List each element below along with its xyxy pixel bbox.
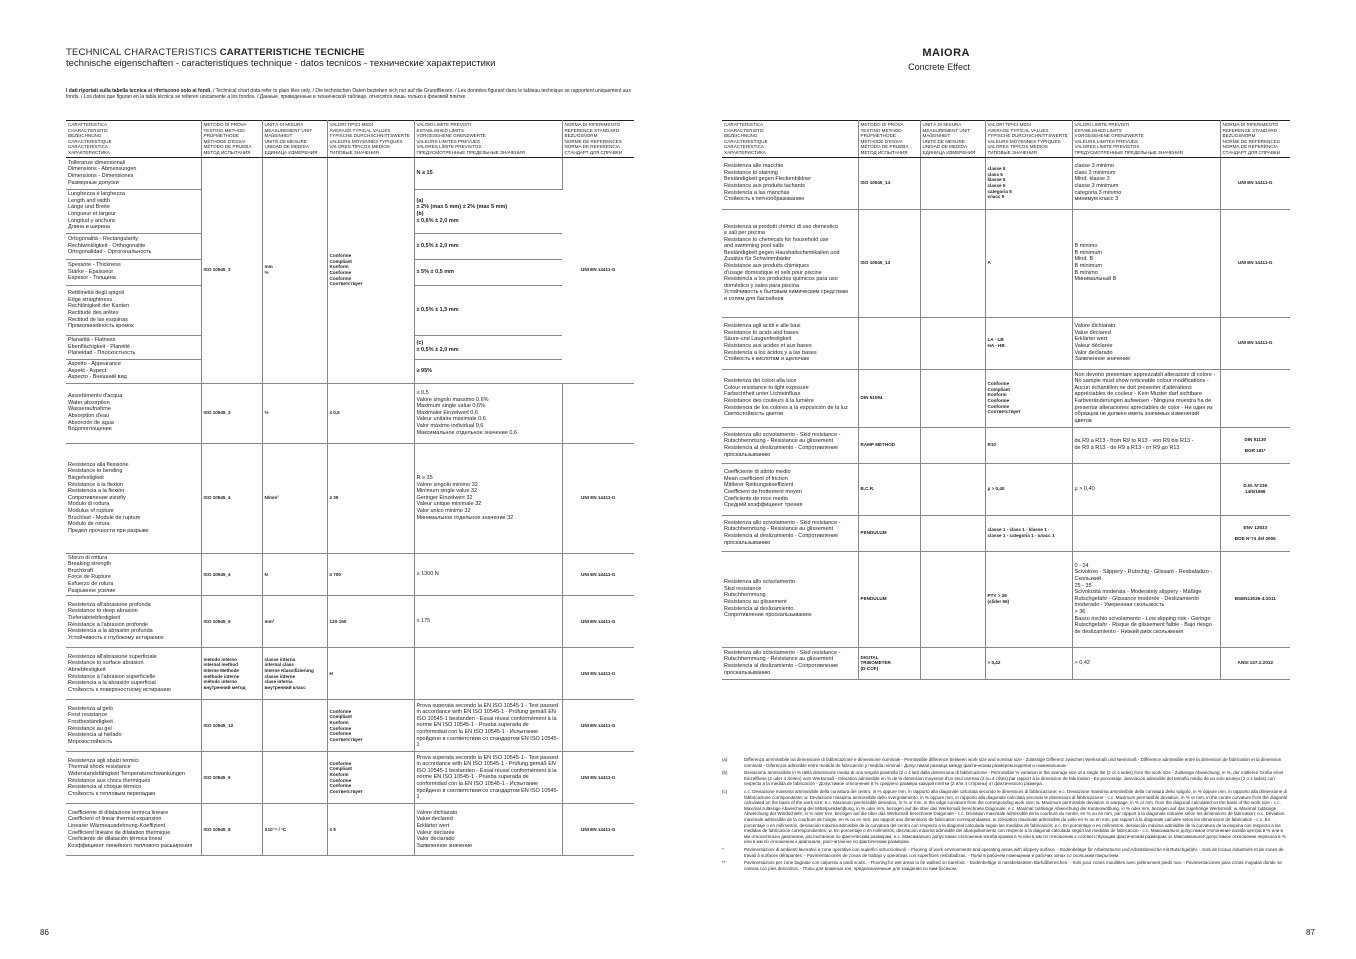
column-header: VALORI LIMITE PREVISTI ESTABLISHED LIMITS VORGESEHENE GRENZWERTE VALEURS LIMITES PREVUES VALORES LÍMITE PREVISTOS ПРЕДУСМОТРЕННЫЕ ПРЕДЕЛЬНЫЕ ЗНАЧЕНИЯ bbox=[1072, 121, 1220, 158]
table-row bbox=[722, 369, 1290, 427]
limit-cell: Non devono presentare apprezzabili alterazioni di colore - No sample must show noticeable colour modifications - Aucun échantillon ne doit présenter d'altérations appréciables de couleur - Kein Muster darf sichtbare Farbveränderungen aufweisen - Ninguna muestra ha de presentar alteraciones apreciables de color - Ни один из образцов не должен иметь значимых изменений цветов bbox=[1072, 369, 1220, 427]
unit-cell: mm % bbox=[262, 157, 327, 383]
standard-cell: BSEN13036-4:2011 bbox=[1220, 551, 1290, 647]
typical-cell: ≥ 700 bbox=[327, 553, 414, 596]
footnote-key: ** bbox=[722, 860, 726, 866]
column-header: VALORI TIPICI MEDI AVERAGE TYPICAL VALUES TYPISCHE DURCHSCHNITTSWERTE VALEURS MOYENNES TYPIQUES VALORES TÍPICOS MEDIOS ТИПОВЫЕ ЗНАЧЕНИЯ bbox=[327, 121, 414, 158]
standard-cell: UNI EN 14411-G bbox=[562, 752, 634, 804]
column-header: VALORI TIPICI MEDI AVERAGE TYPICAL VALUES TYPISCHE DURCHSCHNITTSWERTE VALEURS MOYENNES TYPIQUES VALORES TÍPICOS MEDIOS ТИПОВЫЕ ЗНАЧЕНИЯ bbox=[985, 121, 1072, 158]
characteristic-cell: Resistenza dei colori alla luce Colour resistance to light exposure Farbechtheit unter Lichteinfluss Résistance des couleurs à la lumière Resistencia de los colores a la exposición de la luz Светостойкость цветов bbox=[722, 369, 858, 427]
unit-cell: classe interna internal class Interne Klassifizierung classe interne clase interna внутренний класс bbox=[262, 648, 327, 700]
method-cell: ISO 10545_14 bbox=[858, 157, 920, 209]
typical-cell: LA - LB HA - HB bbox=[985, 317, 1072, 369]
table-row bbox=[66, 443, 634, 553]
unit-cell bbox=[920, 317, 985, 369]
technical-table-right bbox=[722, 120, 1290, 680]
footnote-text: Deviazione ammissibile in % della dimensione media di una singola piastrella (2 o 4 lati) dalla dimensione di fabbricazione - Permissible % variation in the average size of a single tile (2 or 4 sides) from the work size - Zulässige Abweichung, in %, der mittleren Größe einer Einzelfliese (2 oder 4 Seiten) vom Werksmaß - Déviation admissible en % de la dimension moyenne d'un seul carreau (2 ou 4 côtés) par rapport à la dimension de fabrication - En porcentaje, desviación admisible del tamaño medio de un solo azulejo (2 o 4 lados) con respecto a la medida de fabricación - Допустимое отклонение в % среднего размера каждой плитки (2 или 4 стороны) от фактического размера. bbox=[744, 770, 1284, 787]
characteristic-cell: Resistenza agli acidi e alle basi Resistance to acids and bases Säure-und Laugenfestigkeit Résistance aux acides et aux bases Resistencia a los ácidos y a las bases Стойкость к кислотам и щелочам bbox=[722, 317, 858, 369]
table-row bbox=[722, 551, 1290, 647]
table-row bbox=[66, 553, 634, 596]
standard-cell: UNI EN 14411-G bbox=[562, 553, 634, 596]
method-cell: DIN 51094 bbox=[858, 369, 920, 427]
page-number-right: 87 bbox=[1306, 928, 1315, 937]
footnote bbox=[722, 770, 1290, 787]
characteristic-cell: Spessore - Thickness Stärke - Epaisseur Espesor - Толщина bbox=[66, 259, 201, 285]
standard-cell: UNI EN 14411-G bbox=[562, 596, 634, 648]
footnote-key: (c) bbox=[722, 788, 728, 794]
unit-cell bbox=[262, 700, 327, 752]
typical-cell: PTV > 36 (slider 96) bbox=[985, 551, 1072, 647]
column-header: NORMA DI RIFERIMENTO REFERENCE STANDARD BEZUGSNORM NORME DE REFERENCES NORMA DE REFERENCIA СТАНДАРТ ДЛЯ СПРАВКИ bbox=[1220, 121, 1290, 158]
typical-cell: Conforme Compliant Konform Conforme Conforme Соответствует bbox=[985, 369, 1072, 427]
limit-cell: Prova superata secondo la EN ISO 10545-1 - Test passed in accordance with EN ISO 10545-1 - Prüfung gemäß EN ISO 10545-1 bestanden - Essai réussi conformément à la norme EN ISO 10545-1 - Prueba superada de conformidad con la EN ISO 10545-1 - Испытание пройдено в соответствии со стандартом EN ISO 10545-1 bbox=[414, 752, 562, 804]
brand-name: MAIORA bbox=[922, 47, 970, 59]
limit-cell: ± 5% ± 0,5 mm bbox=[414, 259, 562, 285]
column-header: METODO DI PROVA TESTING METHOD PRÜFMETHODE MÉTHODE D'ESSAI MÉTODO DE PRUEBA МЕТОД ИСПЫТАНИЯ bbox=[858, 121, 920, 158]
unit-cell: % bbox=[262, 383, 327, 443]
method-cell: ISO 10545_2 bbox=[201, 157, 262, 383]
standard-cell bbox=[562, 383, 634, 443]
footnote bbox=[722, 789, 1290, 845]
footnote-text: c.c. Deviazione massima ammissibile della curvatura del centro, in % oppure mm, in rapporto alla diagonale calcolata secondo le dimensioni di fabbricazione; e.c. Deviazione massima ammissibile della curvatura dello spigolo, in % oppure mm, in rapporto alla dimensione di fabbricazione corrispondente; w. Deviazione massima ammissibile dello svergolamento, in % oppure mm, in rapporto alla diagonale calcolata secondo le dimensioni di fabbricazione - c.c. Maximum permissible deviation, in % or mm, in the centre curvature from the diagonal calculated on the basis of the work size; e.c. Maximum permissible deviation, in % or mm, in the edge curvature from the corresponding work size; w. Maximum permissible deviation in warpage, in % or mm, from the diagonal calculated on the basis of the work size - c.c. Maximal zulässige Abweichung der Mittelpunktwölbung, in % oder mm, bezogen auf die über das Werksmaß berechnete Diagonale; e.c. Maximal zulässige Abweichung der Kantenwölbung, in % oder mm, bezogen auf das zugehörige Werksmaß; w. Maximal zulässige Abweichung der Windschiefe, in % oder mm, bezogen auf die über das Werksmaß berechnete Diagonale - c.c. Déviation maximale admissible de la courbure du centre, en % ou en mm, par rapport à la diagonale calculée selon les dimensions de fabrication; e.c. Déviation maximale admissible de la courbure de l'angle, en % ou en mm, par rapport aux dimensions de fabrication correspondantes; w. Déviation maximale admissible du voile en % ou en mm, par rapport à la diagonale calculée selon les dimensions de fabrication - c.c. En porcentaje o en milímetros, desviación máxima admisible de la curvatura del centro con respecto a la diagonal calculada según las medidas de fabricación; e.c. En porcentaje o en milímetros, desviación máxima admisible de la curvatura de la esquina con respecto a las medidas de fabricación correspondientes; w. En porcentaje o en milímetros, desviación máxima admisible del abarquillamiento con respecto a la diagonal calculada según las medidas de fabricación - c.c. Максимально допустимое отклонение изгиба центра в % или в мм относительно диагонали, рассчитанное по фактическим размерам; e.c. Максимально допустимое отклонение изгиба кромки в % или в мм по отношению к соответствующим фактическим размерам; w. Максимальное допустимое отклонение перекоса в % или в мм по отношению к диагонали, рассчитанное по фактическим размерам. bbox=[744, 788, 1288, 845]
table-row bbox=[722, 463, 1290, 515]
footnote bbox=[722, 860, 1290, 871]
standard-cell: ENV 12633 BOE N°74 del 2006 bbox=[1220, 515, 1290, 551]
typical-cell: H bbox=[327, 648, 414, 700]
characteristic-cell: Coefficiente di attrito medio Mean coefficient of friction Mittlerer Reibungskoeffizient Coefficient de frottement moyen Coeficiente de roce medio Средний коэффициент трения bbox=[722, 463, 858, 515]
standard-cell: DIN 51130 BGR 181* bbox=[1220, 427, 1290, 463]
characteristic-cell: Resistenza allo scivolamento - Skid resistance - Rutschhemmung - Résistance au glissement Resistencia al deslizamiento - Сопротивление проскальзыванию bbox=[722, 427, 858, 463]
limit-cell: ≤ 0,5 Valore singolo massimo 0,6% Maximum single value 0,6% Maximaler Einzelwert 0,6 Valeur unitaire maximale 0,6 Valor máximo individual 0,6 Максимальное отдельное значение 0,6 bbox=[414, 383, 562, 443]
method-cell: ISO 10545_13 bbox=[858, 209, 920, 317]
unit-cell bbox=[920, 157, 985, 209]
column-header: UNITÀ DI MISURA MEASUREMENT UNIT MAßEINHEIT UNITÉ DE MESURE UNIDAD DE MEDIDA ЕДИНИЦА ИЗМЕРЕНИЯ bbox=[920, 121, 985, 158]
table-row bbox=[66, 648, 634, 700]
standard-cell: ANSI 137.1:2012 bbox=[1220, 647, 1290, 679]
table-header bbox=[66, 121, 634, 158]
typical-cell: Conforme Compliant Konform Conforme Conforme Соответствует bbox=[327, 752, 414, 804]
method-cell: ISO 10545_8 bbox=[201, 804, 262, 856]
unit-cell: mm³ bbox=[262, 596, 327, 648]
table-row bbox=[66, 596, 634, 648]
typical-cell: ≤ 9 bbox=[327, 804, 414, 856]
unit-cell: N/mm² bbox=[262, 443, 327, 553]
limit-cell: μ > 0,40 bbox=[1072, 463, 1220, 515]
limit-cell: Valore dichiarato Value declared Erklärter wert Valeur déclarée Valor declarado Заявленное значение bbox=[1072, 317, 1220, 369]
table-row bbox=[66, 383, 634, 443]
typical-cell: 120-150 bbox=[327, 596, 414, 648]
table-row bbox=[722, 427, 1290, 463]
standard-cell: UNI EN 14411-G bbox=[1220, 157, 1290, 209]
unit-cell bbox=[262, 752, 327, 804]
column-header: CARATTERISTICA CHARACTERISTIC BEZEICHNUNG CARACTERISTIQUE CARACTERÍSTICA ХАРАКТЕРИСТИКА bbox=[66, 121, 201, 158]
method-cell: DIGITAL TRIBOMETER (D-COF) bbox=[858, 647, 920, 679]
footnote-key: (b) bbox=[722, 770, 728, 776]
standard-cell bbox=[1220, 369, 1290, 427]
intro-text: I dati riportati sulla tabella tecnica si riferiscono solo ai fondi. / Technical chart data refer to plain tiles only. / Die technischen Daten beziehen sich nur auf die Grundfliesen. / Les données figurant dans le tableau technique se rapportent uniquement aux fonds. / Los datos que figuran en la tabla técnica se refieren únicamente a los fondos. / Данные, приведенные в технической таблице, относятся лишь только к фоновой плитке. bbox=[66, 88, 631, 101]
limit-cell: ≥ 95% bbox=[414, 359, 562, 383]
footnote bbox=[722, 757, 1290, 768]
characteristic-cell: Assorbimento d'acqua Water absorption Wasseraufnahme Absorption d'eau Absorción de agua Водопоглощение bbox=[66, 383, 201, 443]
unit-cell bbox=[920, 427, 985, 463]
characteristic-cell: Resistenza allo scivolamento - Skid resistance - Rutschhemmung - Résistance au glissement Resistencia al deslizamiento - Сопротивление проскальзыванию bbox=[722, 647, 858, 679]
unit-cell bbox=[920, 515, 985, 551]
typical-cell: classe 5 class 5 klasse 5 classe 5 categoria 5 класс 5 bbox=[985, 157, 1072, 209]
column-header: NORMA DI RIFERIMENTO REFERENCE STANDARD BEZUGSNORM NORME DE REFERENCES NORMA DE REFERENCIA СТАНДАРТ ДЛЯ СПРАВКИ bbox=[562, 121, 634, 158]
limit-cell: 0 - 24 Scivoloso - Slippery - Rutschig - Glissant - Resbaladizo - Скользкий 25 - 35 Scivolosità moderata - Moderately slippery - Mäßige Rutschgefahr - Glissance modérée - Deslizamiento moderado - Умеренная скользкость > 36 Basso rischio scivolamento - Low slipping risk - Geringe Rutschgefahr - Risque de glissement faible - Bajo riesgo de deslizamiento - Низкий риск скольжения bbox=[1072, 551, 1220, 647]
unit-cell bbox=[920, 463, 985, 515]
limit-cell: ± 0,5% ± 1,5 mm bbox=[414, 285, 562, 335]
limit-cell: ± 0,5% ± 2,0 mm bbox=[414, 233, 562, 259]
typical-cell: ≤ 0,5 bbox=[327, 383, 414, 443]
characteristic-cell: Resistenza allo scivolamento - Skid resistance - Rutschhemmung - Résistance au glissement Resistencia al deslizamiento - Сопротивление проскальзыванию bbox=[722, 515, 858, 551]
typical-cell: A bbox=[985, 209, 1072, 317]
method-cell: PENDULUM bbox=[858, 515, 920, 551]
typical-cell: classe 1 - class 1 - klasse 1 - classe 1 - categoría 1 - класс 1 bbox=[985, 515, 1072, 551]
characteristic-cell: Sforzo di rottura Breaking strength Bruchkraft Force de Rupture Esfuerzo de rotura Разрывное усилие bbox=[66, 553, 201, 596]
typical-cell: ≥ 35 bbox=[327, 443, 414, 553]
standard-cell: UNI EN 14411-G bbox=[562, 648, 634, 700]
standard-cell: D.M. N°236 14/6/1989 bbox=[1220, 463, 1290, 515]
limit-cell: > 0,42 bbox=[1072, 647, 1220, 679]
characteristic-cell: Planarità - Flatness Ebenflächigkeit - Planéité Planeidad - Плоскостность bbox=[66, 335, 201, 359]
unit-cell bbox=[920, 551, 985, 647]
page-title: TECHNICAL CHARACTERISTICS CARATTERISTICHE TECNICHE bbox=[66, 47, 365, 58]
method-cell: ISO 10545_3 bbox=[201, 383, 262, 443]
limit-cell: ≥ 1300 N bbox=[414, 553, 562, 596]
limit-cell: Valore dichiarato Value declared Erklärter wert Valeur déclarée Valor declarado Заявленное значение bbox=[414, 804, 562, 856]
unit-cell bbox=[920, 209, 985, 317]
characteristic-cell: Resistenza all'abrasione profonda Resistance to deep abrasion Tiefenabriebfestigkeit Résistance à l'abrasion profonde Resistencia a la abrasión profunda Устойчивость к глубокому истиранию bbox=[66, 596, 201, 648]
unit-cell: N bbox=[262, 553, 327, 596]
standard-cell: UNI EN 14411-G bbox=[1220, 317, 1290, 369]
limit-cell bbox=[1072, 515, 1220, 551]
page-subtitle: technische eigenschaften - caracteristiques technique - datos tecnicos - технические характеристики bbox=[66, 58, 496, 69]
table-row bbox=[66, 804, 634, 856]
column-header: METODO DI PROVA TESTING METHOD PRÜFMETHODE MÉTHODE D'ESSAI MÉTODO DE PRUEBA МЕТОД ИСПЫТАНИЯ bbox=[201, 121, 262, 158]
characteristic-cell: Resistenza ai prodotti chimici di uso domestico e sali per piscina Resistance to chemicals for household use and swimming pool salts Beständigkeit gegen Haushaltschemikalien und Zusätze für Schwimmbäder Résistance aux produits chimiques d'usage domestique et sels pour piscine Resistencia a los productos químicos para uso doméstico y sales para piscina Устойчивость к бытовым химическим средствам и солям для бассейнов bbox=[722, 209, 858, 317]
table-row bbox=[722, 157, 1290, 209]
table-row bbox=[722, 647, 1290, 679]
limit-cell: ≤ 175 bbox=[414, 596, 562, 648]
column-header: UNITÀ DI MISURA MEASUREMENT UNIT MAßEINHEIT UNITÉ DE MESURE UNIDAD DE MEDIDA ЕДИНИЦА ИЗМЕРЕНИЯ bbox=[262, 121, 327, 158]
column-header: VALORI LIMITE PREVISTI ESTABLISHED LIMITS VORGESEHENE GRENZWERTE VALEURS LIMITES PREVUES VALORES LÍMITE PREVISTOS ПРЕДУСМОТРЕННЫЕ ПРЕДЕЛЬНЫЕ ЗНАЧЕНИЯ bbox=[414, 121, 562, 158]
characteristic-cell: Lunghezza e larghezza Length and width Länge und Breite Longueur et largeur Longitud y anchura Длина и ширина bbox=[66, 189, 201, 233]
method-cell: metodo interno internal method Interne Methode méthode interne método interno внутренний метод bbox=[201, 648, 262, 700]
limit-cell bbox=[414, 648, 562, 700]
typical-cell: μ > 0,40 bbox=[985, 463, 1072, 515]
typical-cell: > 0,42 bbox=[985, 647, 1072, 679]
footnote-key: (a) bbox=[722, 757, 728, 762]
footnote-text: Pavimentazioni di ambienti lavorativi e zone operative con superfici sdrucciolevoli. - Flooring of work environments and operating areas with slippery surface. - Bodenbeläge für Arbeitsräume und Arbeitsbereiche mit Rutschgefahr. - Sols de locaux industriels et de zones de travail à surfaces dérapantes. - Pavimentaciones de zonas de trabajo y operativas con superficies resbaladizas. - Полы в рабочем помещении и рабочих зонах со скользким покрытием. bbox=[744, 846, 1284, 858]
unit-cell bbox=[920, 369, 985, 427]
standard-cell: UNI EN 14411-G bbox=[1220, 209, 1290, 317]
standard-cell: UNI EN 14411-G bbox=[562, 700, 634, 752]
typical-cell: Conforme Compliant Konform Conforme Conforme Соответствует bbox=[327, 700, 414, 752]
typical-cell: R10 bbox=[985, 427, 1072, 463]
method-cell: ISO 10545_6 bbox=[201, 596, 262, 648]
characteristic-cell: Resistenza allo scivolamento Skid resistance Rutschhemmung Résistance au glissement Resistencia al deslizamiento Сопротивление проскальзыванию bbox=[722, 551, 858, 647]
standard-cell: UNI EN 14411-G bbox=[562, 443, 634, 553]
unit-cell bbox=[920, 647, 985, 679]
table-row bbox=[722, 515, 1290, 551]
limit-cell: da R9 a R13 - from R9 to R13 - von R9 bis R13 - de R9 à R13 - de R9 a R13 - от R9 до R13 bbox=[1072, 427, 1220, 463]
characteristic-cell: Coefficiente di dilatazione termica lineare Coefficient of linear thermal expansion Linearer Wärmeausdehnung-Koeffizient Coefficient linéaire de dilatation thermique Coeficiente de dilatación térmica lineal Коэффициент линейного теплового расширения bbox=[66, 804, 201, 856]
method-cell: ISO 10545_4 bbox=[201, 553, 262, 596]
characteristic-cell: Ortogonalità - Rectangularity Rechtwinkligkeit - Orthogonalite Ortogonalidad - Ортогональность bbox=[66, 233, 201, 259]
unit-cell: X10⁻⁶ / °C bbox=[262, 804, 327, 856]
footnote-key: * bbox=[722, 846, 724, 852]
standard-cell: UNI EN 14411-G bbox=[562, 804, 634, 856]
footnote-text: Differenza ammissibile tra dimensione di fabbricazione e dimensione nominale - Permissible difference between work size and nominal size - Zulässige Differenz zwischen Werksmaß und Nennmaß - Différence admissible entre la dimension de fabrication et la dimension nominale - Diferencia admisible entre medida de fabricación y medida nominal - Допустимая разница между фактическим размером изделия и номинальным. bbox=[744, 757, 1282, 768]
characteristic-cell: Tolleranze dimensionali Dimensions - Abmessungen Dimensions - Dimensiones Размерные допуски bbox=[66, 157, 201, 189]
characteristic-cell: Rettilineità degli spigoli Edge straightness Rechtlinigkeit der Kanten Rectitude des arêtes Rectitud de las esquinas Прямолинейность кромок bbox=[66, 285, 201, 335]
method-cell: ISO 10545_9 bbox=[201, 752, 262, 804]
method-cell bbox=[858, 317, 920, 369]
limit-cell: Prova superata secondo la EN ISO 10545-1 - Test passed in accordance with EN ISO 10545-1 - Prüfung gemäß EN ISO 10545-1 bestanden - Essai réussi conformément à la norme EN ISO 10545-1 - Prueba superada de conformidad con la EN ISO 10545-1 - Испытание пройдено в соответствии со стандартом EN ISO 10545-1 bbox=[414, 700, 562, 752]
typical-cell: Conforme Compliant Konform Conforme Conforme Соответствует bbox=[327, 157, 414, 383]
column-header: CARATTERISTICA CHARACTERISTIC BEZEICHNUNG CARACTERISTIQUE CARACTERÍSTICA ХАРАКТЕРИСТИКА bbox=[722, 121, 858, 158]
footnote-text: Pavimentazioni per zone bagnate con calpestio a piedi scalzi. - Flooring for wet areas to be walked on barefoot. - Bodenbeläge in nassbelasteten Barfußbereichen. - Sols pour zones mouillées avec piétinement pieds nus. - Pavimentaciones para zonas mojadas donde se camina con pies descalzos. - Полы для влажных зон, предназначенные для хождения по ним босиком. bbox=[744, 860, 1282, 871]
characteristic-cell: Resistenza all'abrasione superficiale Resistance to surface abrasion Abriebfestigkeit Résistance à l'abrasion superficielle Resistencia a la abrasión superficial Стойкость к поверхностному истиранию bbox=[66, 648, 201, 700]
table-row bbox=[66, 752, 634, 804]
method-cell: RAMP METHOD bbox=[858, 427, 920, 463]
characteristic-cell: Resistenza alla flessione Resistance to bending Biegefestigkeit Résistance à la flexion Resistencia a la flexión Сопротивление изгибу Modulo di rottura Modulus of rupture Bruchlast - Module de rupture Modulo de rotura Предел прочности при разрыве bbox=[66, 443, 201, 553]
characteristic-cell: Resistenza agli sbalzi termici Thermal shock resistance Widerstandsfähigkeit Temperaturschwankungen Résistance aux chocs thermiques Resistencia al choque térmico Стойкость к тепловым перепадам bbox=[66, 752, 201, 804]
table-row bbox=[66, 700, 634, 752]
limit-cell: (a) ± 2% (max 5 mm) ± 2% (max 5 mm) (b) ± 0,6% ± 2,0 mm bbox=[414, 189, 562, 233]
limit-cell: R ≥ 35 Valore singolo minimo 32 Minimum single value 32 Geringer Einzelwert 32 Valeur unique minimale 32 Valor unico minimo 32 Минимальное отдельное значение 32 bbox=[414, 443, 562, 553]
limit-cell: classe 3 minimo class 3 minimum Mind. klasse 3 classe 3 minimum categoria 3 mínimo минимум класс 3 bbox=[1072, 157, 1220, 209]
limit-cell: N ≥ 15 bbox=[414, 157, 562, 189]
right-page bbox=[678, 0, 1356, 959]
table-row bbox=[66, 157, 634, 189]
characteristic-cell: Resistenza al gelo Frost resistance Frostbeständigkeit Résistance au gel Resistencia al hielado Морозостойкость bbox=[66, 700, 201, 752]
method-cell: PENDULUM bbox=[858, 551, 920, 647]
method-cell: B.C.R. bbox=[858, 463, 920, 515]
characteristic-cell: Resistenza alle macchie Resistance to staining Beständigkeit gegen Fleckenbildner Résistance aux produits tachants Resistencia a las manchas Стойкость к пятнообразованию bbox=[722, 157, 858, 209]
method-cell: ISO 10545_4 bbox=[201, 443, 262, 553]
footnote bbox=[722, 847, 1290, 858]
page-number: 86 bbox=[40, 928, 49, 937]
collection-name: Concrete Effect bbox=[908, 62, 970, 72]
table-row bbox=[722, 209, 1290, 317]
table-header bbox=[722, 121, 1290, 158]
limit-cell: B minimo B minimum Mind. B B minimum B mínimo Минимальный В bbox=[1072, 209, 1220, 317]
method-cell: ISO 10545_12 bbox=[201, 700, 262, 752]
footnotes bbox=[722, 757, 1290, 873]
characteristic-cell: Aspetto - Appearance Aspekt - Aspect Aspecto - Внешний вид bbox=[66, 359, 201, 383]
limit-cell: (c) ± 0,5% ± 2,0 mm bbox=[414, 335, 562, 359]
table-row bbox=[722, 317, 1290, 369]
standard-cell: UNI EN 14411-G bbox=[562, 157, 634, 383]
technical-table-left bbox=[66, 120, 634, 856]
